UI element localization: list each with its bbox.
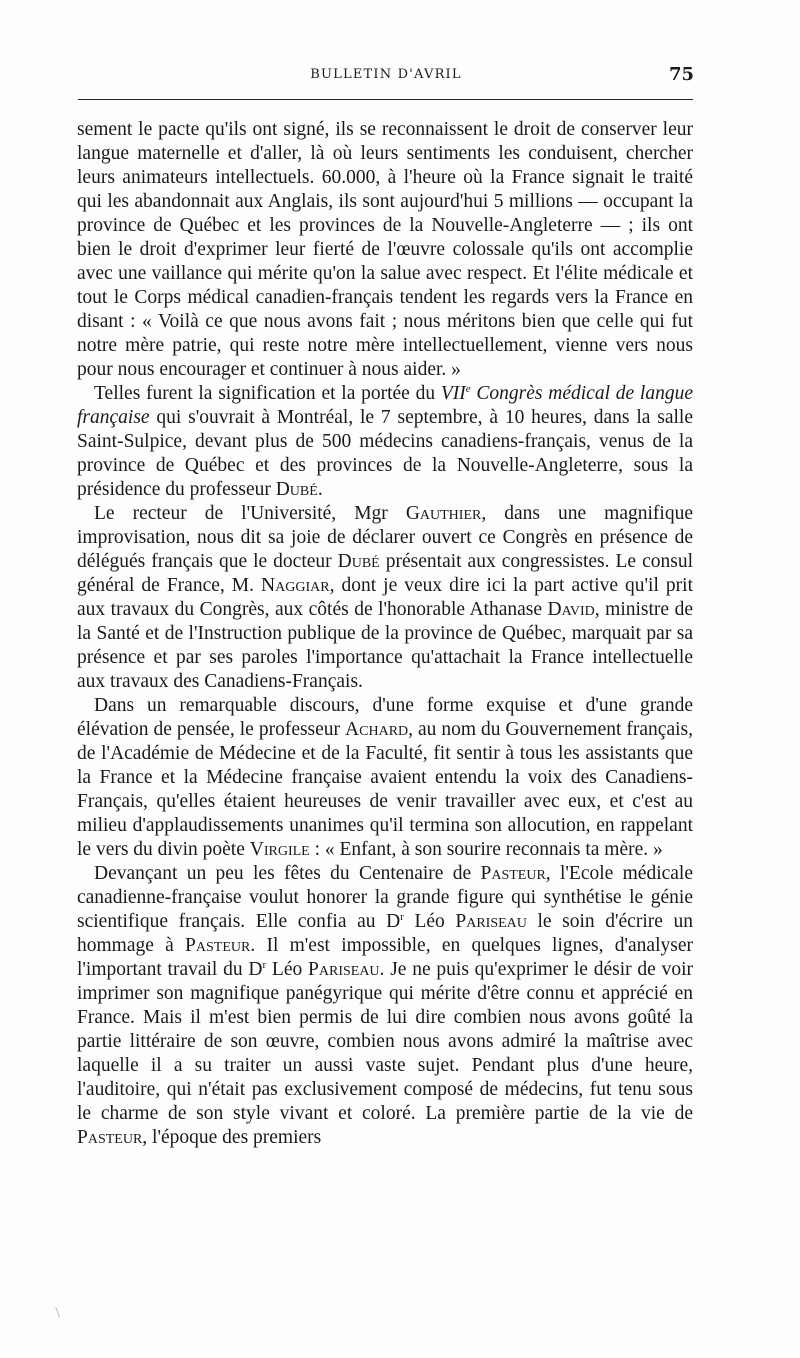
paragraph-1 <box>77 118 693 382</box>
doctor-abbrev-suffix: r <box>400 911 404 923</box>
paragraph-5-text-f: , l'époque des premiers <box>142 1127 322 1148</box>
first-name-leo: Léo <box>266 959 309 980</box>
paragraph-3 <box>77 502 693 694</box>
page-number: 75 <box>668 64 694 85</box>
paragraph-5-text-e: . Je ne puis qu'exprimer le désir de voir imprimer son magnifique panégyrique qui mérite d'être connu et apprécié en France. Mais il m'est bien permis de lui dire combien nous avons goûté la partie littéraire de son œuvre, combien nous avons admiré la maîtrise avec laquelle il a su traiter un aussi vaste sujet. Pendant plus d'une heure, l'auditoire, qui n'était pas exclusivement composé de médecins, fut tenu sous le charme de son style vivant et coloré. La première partie de la vie de <box>77 959 693 1124</box>
name-virgile: Virgile <box>249 839 310 860</box>
name-achard: Achard <box>345 719 409 740</box>
ordinal-suffix: e <box>465 383 471 395</box>
paragraph-5-text-d: . Il m'est impossible, en quelques lignes, d'analyser l'important travail du D <box>77 935 693 980</box>
name-naggiar: Naggiar <box>261 575 330 596</box>
name-david: David <box>547 599 595 620</box>
paragraph-5 <box>77 862 693 1150</box>
paragraph-2-text-c: . <box>317 479 323 500</box>
paragraph-1-text: sement le pacte qu'ils ont signé, ils se reconnaissent le droit de conserver leur langue maternelle et d'aller, là où leurs sentiments les conduisent, chercher leurs animateurs intellectuels. 60.000, à l'heure où la France signait le traité qui les abandonnait aux Anglais, ils sont aujourd'hui 5 millions — occupant la province de Québec et les provinces de la Nouvelle-Angleterre — ; ils ont bien le droit d'exprimer leur fierté de l'œuvre colossale qu'ils ont accomplie avec une vaillance qui mérite qu'on la salue avec respect. Et l'élite médicale et tout le Corps médical canadien-français tendent les regards vers la France en disant : « Voilà ce que nous avons fait ; nous méritons bien que celle qui fut notre mère patrie, qui reste notre mère intellectuellement, vienne vers nous pour nous encourager et continuer à nous aider. » <box>77 119 693 380</box>
name-pasteur: Pasteur <box>480 863 546 884</box>
paragraph-4 <box>77 694 693 862</box>
stray-mark <box>55 1305 63 1317</box>
paragraph-3-text-c: présentait aux congressistes. Le consul général de France, M. <box>77 551 693 596</box>
paragraph-4-text-a: Dans un remarquable discours, d'une forme exquise et d'une grande élévation de pensée, le professeur <box>77 695 693 740</box>
paragraph-2 <box>77 382 693 502</box>
paragraph-5-text-b: , l'Ecole médicale canadienne-française voulut honorer la grande figure qui synthétise le génie scientifique français. Elle confia au D <box>77 863 694 932</box>
name-pasteur: Pasteur <box>77 1127 143 1148</box>
name-gauthier: Gauthier <box>405 503 482 524</box>
paragraph-5-text-c: le soin d'écrire un hommage à <box>77 911 693 956</box>
name-pasteur: Pasteur <box>185 935 251 956</box>
paragraph-4-text-c: : « Enfant, à son sourire reconnais ta mère. » <box>309 839 663 860</box>
first-name-leo: Léo <box>403 911 456 932</box>
name-dube: Dubé <box>275 479 318 500</box>
paragraph-3-text-d: , dont je veux dire ici la part active qu'il prit aux travaux du Congrès, aux côtés de l'honorable Athanase <box>77 575 693 620</box>
page-header <box>78 64 694 90</box>
paragraph-3-text-a: Le recteur de l'Université, Mgr <box>94 503 406 524</box>
running-title: BULLETIN D'AVRIL <box>310 67 462 82</box>
paragraph-3-text-b: , dans une magnifique improvisation, nous dit sa joie de déclarer ouvert ce Congrès en présence de délégués français que le docteur <box>77 503 693 572</box>
paragraph-2-text-a: Telles furent la signification et la portée du <box>94 383 441 404</box>
name-pariseau: Pariseau <box>455 911 527 932</box>
header-rule <box>78 99 693 100</box>
paragraph-4-text-b: , au nom du Gouvernement français, de l'Académie de Médecine et de la Faculté, fit sentir à tous les assistants que la France et la Médecine française avaient entendu la voix des Canadiens-Français, qu'elles étaient heureuses de venir travailler avec eux, et c'est au milieu d'applaudissements unanimes qu'il termina son allocution, en rappelant le vers du divin poète <box>77 719 693 860</box>
name-pariseau: Pariseau <box>308 959 380 980</box>
congress-number: VII <box>440 383 466 404</box>
body-text <box>77 118 693 1150</box>
paragraph-3-text-e: , ministre de la Santé et de l'Instruction publique de la province de Québec, marquait par sa présence et par ses paroles l'importance qu'attachait la France intellectuelle aux travaux des Canadiens-Français. <box>77 599 693 692</box>
doctor-abbrev-suffix: r <box>262 959 267 971</box>
congress-name: Congrès médical de langue française <box>77 383 693 428</box>
paragraph-2-text-b: qui s'ouvrait à Montréal, le 7 septembre, à 10 heures, dans la salle Saint-Sulpice, devant plus de 500 médecins canadiens-français, venus de la province de Québec et des provinces de la Nouvelle-Angleterre, sous la présidence du professeur <box>77 407 693 500</box>
name-dube: Dubé <box>337 551 380 572</box>
paragraph-5-text-a: Devançant un peu les fêtes du Centenaire de <box>94 863 481 884</box>
